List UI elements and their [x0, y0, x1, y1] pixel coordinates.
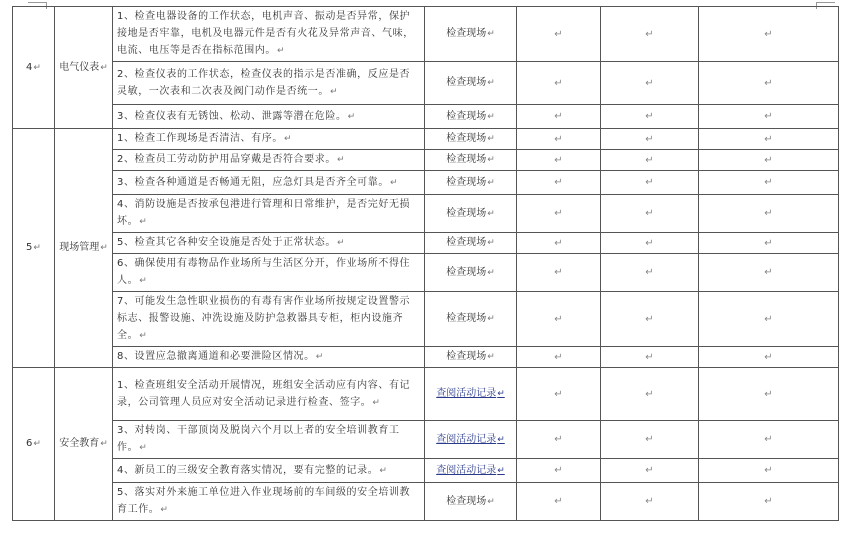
empty-cell — [517, 105, 601, 129]
paragraph-mark: ↵ — [645, 388, 654, 400]
paragraph-mark: ↵ — [645, 177, 654, 188]
table-row — [13, 459, 839, 483]
paragraph-mark: ↵ — [497, 434, 505, 445]
inspection-item — [113, 421, 425, 459]
inspection-item-text: 8、设置应急撤离通道和必要泄险区情况。 — [117, 351, 315, 362]
paragraph-mark: ↵ — [645, 237, 654, 249]
empty-cell — [517, 347, 601, 368]
paragraph-mark: ↵ — [554, 177, 563, 188]
inspection-method — [425, 347, 517, 368]
inspection-item — [113, 150, 425, 171]
table-row — [13, 195, 839, 233]
inspection-item — [113, 62, 425, 105]
empty-cell — [601, 368, 699, 421]
empty-cell — [601, 254, 699, 292]
empty-cell — [699, 292, 839, 347]
empty-cell — [699, 483, 839, 521]
inspection-method — [425, 483, 517, 521]
paragraph-mark: ↵ — [554, 133, 563, 145]
paragraph-mark: ↵ — [554, 154, 563, 166]
inspection-method — [425, 254, 517, 292]
paragraph-mark: ↵ — [487, 496, 495, 507]
section-number-text: 6 — [26, 438, 33, 449]
section-category-text: 安全教育 — [59, 438, 100, 449]
paragraph-mark: ↵ — [554, 208, 563, 219]
paragraph-mark: ↵ — [487, 134, 495, 144]
paragraph-mark: ↵ — [764, 465, 773, 476]
empty-cell — [517, 421, 601, 459]
inspection-item-text: 2、检查员工劳动防护用品穿戴是否符合要求。 — [117, 154, 336, 165]
paragraph-mark: ↵ — [487, 267, 495, 278]
paragraph-mark: ↵ — [645, 267, 654, 278]
paragraph-mark: ↵ — [100, 62, 108, 73]
paragraph-mark: ↵ — [336, 155, 346, 165]
empty-cell — [517, 62, 601, 105]
inspection-item — [113, 195, 425, 233]
table-row — [13, 105, 839, 129]
empty-cell — [601, 7, 699, 62]
inspection-item — [113, 171, 425, 195]
empty-cell — [699, 7, 839, 62]
inspection-method[interactable] — [425, 459, 517, 483]
paragraph-mark: ↵ — [645, 434, 654, 445]
table-row — [13, 171, 839, 195]
section-category-text: 现场管理 — [59, 242, 100, 253]
paragraph-mark: ↵ — [487, 352, 495, 362]
inspection-method-text: 检查现场 — [446, 495, 487, 507]
empty-cell — [699, 171, 839, 195]
inspection-method — [425, 129, 517, 150]
table-row — [13, 254, 839, 292]
paragraph-mark: ↵ — [764, 434, 773, 445]
paragraph-mark: ↵ — [554, 434, 563, 445]
paragraph-mark: ↵ — [33, 439, 41, 449]
inspection-item-text: 1、检查电器设备的工作状态，电机声音、振动是否异常，保护接地是否牢靠，电机及电器元件是否有火花及异常声音、气味，电流、电压等是否在指标范围内。 — [117, 11, 414, 56]
table-row — [13, 421, 839, 459]
paragraph-mark: ↵ — [554, 28, 563, 40]
paragraph-mark: ↵ — [497, 465, 505, 476]
paragraph-mark: ↵ — [764, 111, 773, 122]
section-number-text: 4 — [26, 61, 33, 73]
table-row — [13, 347, 839, 368]
empty-cell — [601, 483, 699, 521]
inspection-item — [113, 129, 425, 150]
paragraph-mark: ↵ — [283, 134, 293, 144]
table-row — [13, 129, 839, 150]
empty-cell — [517, 233, 601, 254]
inspection-item — [113, 254, 425, 292]
paragraph-mark: ↵ — [764, 177, 773, 188]
inspection-method-text: 检查现场 — [446, 237, 487, 248]
paragraph-mark: ↵ — [347, 111, 356, 122]
paragraph-mark: ↵ — [554, 388, 563, 400]
paragraph-mark: ↵ — [764, 77, 773, 89]
paragraph-mark: ↵ — [645, 208, 654, 219]
inspection-item-text: 5、落实对外来施工单位进入作业现场前的车间级的安全培训教育工作。 — [117, 487, 411, 515]
paragraph-mark: ↵ — [487, 78, 495, 88]
paragraph-mark: ↵ — [33, 243, 41, 253]
inspection-method — [425, 62, 517, 105]
section-category — [55, 129, 113, 368]
inspection-item-text: 7、可能发生急性职业损伤的有毒有害作业场所按规定设置警示标志、报警设施、冲洗设施及防护急救器具专柜，柜内设施齐全。 — [117, 296, 411, 341]
paragraph-mark: ↵ — [554, 237, 563, 249]
inspection-method-text: 检查现场 — [446, 133, 487, 144]
inspection-method — [425, 195, 517, 233]
section-number — [13, 129, 55, 368]
empty-cell — [601, 195, 699, 233]
section-category — [55, 368, 113, 521]
paragraph-mark: ↵ — [487, 238, 495, 248]
paragraph-mark: ↵ — [139, 331, 148, 341]
paragraph-mark: ↵ — [554, 496, 563, 507]
empty-cell — [601, 171, 699, 195]
inspection-method-text: 检查现场 — [446, 28, 487, 39]
inspection-item — [113, 483, 425, 521]
inspection-method-text: 检查现场 — [446, 154, 487, 165]
paragraph-mark: ↵ — [139, 276, 148, 286]
inspection-method-text: 检查现场 — [446, 313, 487, 324]
paragraph-mark: ↵ — [554, 313, 563, 325]
inspection-method — [425, 233, 517, 254]
inspection-method — [425, 171, 517, 195]
inspection-item-text: 4、消防设施是否按承包港进行管理和日常维护，是否完好无损坏。 — [117, 199, 411, 227]
table-row — [13, 368, 839, 421]
empty-cell — [699, 421, 839, 459]
paragraph-mark: ↵ — [645, 496, 654, 507]
empty-cell — [601, 150, 699, 171]
section-number — [13, 7, 55, 129]
paragraph-mark: ↵ — [764, 496, 773, 507]
paragraph-mark: ↵ — [645, 111, 654, 122]
paragraph-mark: ↵ — [139, 217, 148, 227]
inspection-method-text: 检查现场 — [446, 176, 487, 188]
empty-cell — [601, 233, 699, 254]
paragraph-mark: ↵ — [764, 208, 773, 219]
empty-cell — [517, 7, 601, 62]
inspection-item-text: 6、确保使用有毒物品作业场所与生活区分开，作业场所不得住人。 — [117, 258, 411, 286]
inspection-method-text: 检查现场 — [446, 207, 487, 219]
paragraph-mark: ↵ — [497, 389, 505, 399]
empty-cell — [601, 347, 699, 368]
inspection-method — [425, 105, 517, 129]
inspection-method-text[interactable]: 查阅活动记录 — [436, 433, 497, 445]
paragraph-mark: ↵ — [645, 465, 654, 476]
paragraph-mark: ↵ — [33, 62, 41, 73]
paragraph-mark: ↵ — [645, 28, 654, 40]
paragraph-mark: ↵ — [100, 439, 108, 449]
empty-cell — [699, 368, 839, 421]
inspection-method-text[interactable]: 查阅活动记录 — [436, 464, 497, 476]
empty-cell — [517, 292, 601, 347]
paragraph-mark: ↵ — [554, 465, 563, 476]
paragraph-mark: ↵ — [764, 28, 773, 40]
table-row — [13, 483, 839, 521]
paragraph-mark: ↵ — [554, 267, 563, 278]
empty-cell — [699, 459, 839, 483]
empty-cell — [517, 195, 601, 233]
paragraph-mark: ↵ — [764, 388, 773, 400]
empty-cell — [517, 150, 601, 171]
paragraph-mark: ↵ — [645, 77, 654, 89]
inspection-method-text: 检查现场 — [446, 110, 487, 122]
section-number-text: 5 — [26, 242, 33, 253]
inspection-method — [425, 150, 517, 171]
inspection-item-text: 4、新员工的三级安全教育落实情况，要有完整的记录。 — [117, 464, 379, 476]
inspection-method-text: 检查现场 — [446, 351, 487, 362]
inspection-method-text: 检查现场 — [446, 266, 487, 278]
inspection-item-text: 3、检查各种通道是否畅通无阻，应急灯具是否齐全可靠。 — [117, 176, 389, 188]
paragraph-mark: ↵ — [764, 237, 773, 249]
paragraph-mark: ↵ — [764, 351, 773, 363]
paragraph-mark: ↵ — [764, 267, 773, 278]
inspection-item — [113, 347, 425, 368]
table-row — [13, 292, 839, 347]
inspection-item — [113, 459, 425, 483]
inspection-method[interactable] — [425, 368, 517, 421]
empty-cell — [699, 129, 839, 150]
empty-cell — [699, 195, 839, 233]
inspection-item — [113, 368, 425, 421]
inspection-method — [425, 292, 517, 347]
empty-cell — [517, 483, 601, 521]
empty-cell — [601, 129, 699, 150]
paragraph-mark: ↵ — [645, 313, 654, 325]
paragraph-mark: ↵ — [645, 351, 654, 363]
paragraph-mark: ↵ — [277, 46, 286, 56]
inspection-item-text: 2、检查仪表的工作状态，检查仪表的指示是否准确，反应是否灵敏，一次表和二次表及阀门动作是否统一。 — [117, 68, 411, 97]
empty-cell — [601, 292, 699, 347]
paragraph-mark: ↵ — [487, 314, 495, 324]
inspection-item — [113, 292, 425, 347]
paragraph-mark: ↵ — [487, 111, 495, 122]
inspection-item-text: 3、对转岗、干部顶岗及脱岗六个月以上者的安全培训教育工作。 — [117, 425, 400, 453]
empty-cell — [699, 233, 839, 254]
inspection-item-text: 5、检查其它各种安全设施是否处于正常状态。 — [117, 237, 336, 248]
paragraph-mark: ↵ — [100, 243, 108, 253]
empty-cell — [601, 105, 699, 129]
empty-cell — [699, 62, 839, 105]
inspection-item-text: 1、检查班组安全活动开展情况，班组安全活动应有内容、有记录，公司管理人员应对安全活动记录进行检查、签字。 — [117, 379, 411, 408]
paragraph-mark: ↵ — [315, 352, 324, 362]
paragraph-mark: ↵ — [389, 177, 399, 188]
table-row — [13, 7, 839, 62]
inspection-method-text[interactable]: 查阅活动记录 — [436, 388, 497, 399]
empty-cell — [517, 129, 601, 150]
paragraph-mark: ↵ — [330, 86, 339, 97]
inspection-item — [113, 105, 425, 129]
paragraph-mark: ↵ — [554, 351, 563, 363]
empty-cell — [517, 254, 601, 292]
inspection-checklist-table — [12, 6, 839, 521]
paragraph-mark: ↵ — [487, 208, 495, 219]
paragraph-mark: ↵ — [645, 154, 654, 166]
empty-cell — [517, 171, 601, 195]
paragraph-mark: ↵ — [379, 465, 388, 476]
paragraph-mark: ↵ — [487, 29, 495, 39]
empty-cell — [601, 459, 699, 483]
table-row — [13, 62, 839, 105]
empty-cell — [699, 254, 839, 292]
empty-cell — [699, 347, 839, 368]
table-row — [13, 233, 839, 254]
section-category — [55, 7, 113, 129]
paragraph-mark: ↵ — [487, 177, 495, 188]
inspection-item — [113, 7, 425, 62]
paragraph-mark: ↵ — [372, 397, 381, 408]
inspection-method — [425, 7, 517, 62]
empty-cell — [601, 62, 699, 105]
table-row — [13, 150, 839, 171]
empty-cell — [699, 105, 839, 129]
empty-cell — [699, 150, 839, 171]
paragraph-mark: ↵ — [764, 313, 773, 325]
paragraph-mark: ↵ — [139, 443, 148, 453]
section-number — [13, 368, 55, 521]
paragraph-mark: ↵ — [336, 238, 346, 248]
inspection-item — [113, 233, 425, 254]
section-category-text: 电气仪表 — [59, 61, 100, 73]
empty-cell — [601, 421, 699, 459]
inspection-item-text: 3、检查仪表有无锈蚀、松动、泄露等潜在危险。 — [117, 110, 347, 122]
paragraph-mark: ↵ — [554, 77, 563, 89]
paragraph-mark: ↵ — [645, 133, 654, 145]
inspection-method[interactable] — [425, 421, 517, 459]
paragraph-mark: ↵ — [764, 133, 773, 145]
paragraph-mark: ↵ — [160, 505, 169, 515]
empty-cell — [517, 368, 601, 421]
inspection-item-text: 1、检查工作现场是否清洁、有序。 — [117, 133, 283, 144]
inspection-method-text: 检查现场 — [446, 77, 487, 88]
empty-cell — [517, 459, 601, 483]
paragraph-mark: ↵ — [487, 155, 495, 165]
paragraph-mark: ↵ — [554, 111, 563, 122]
paragraph-mark: ↵ — [764, 154, 773, 166]
